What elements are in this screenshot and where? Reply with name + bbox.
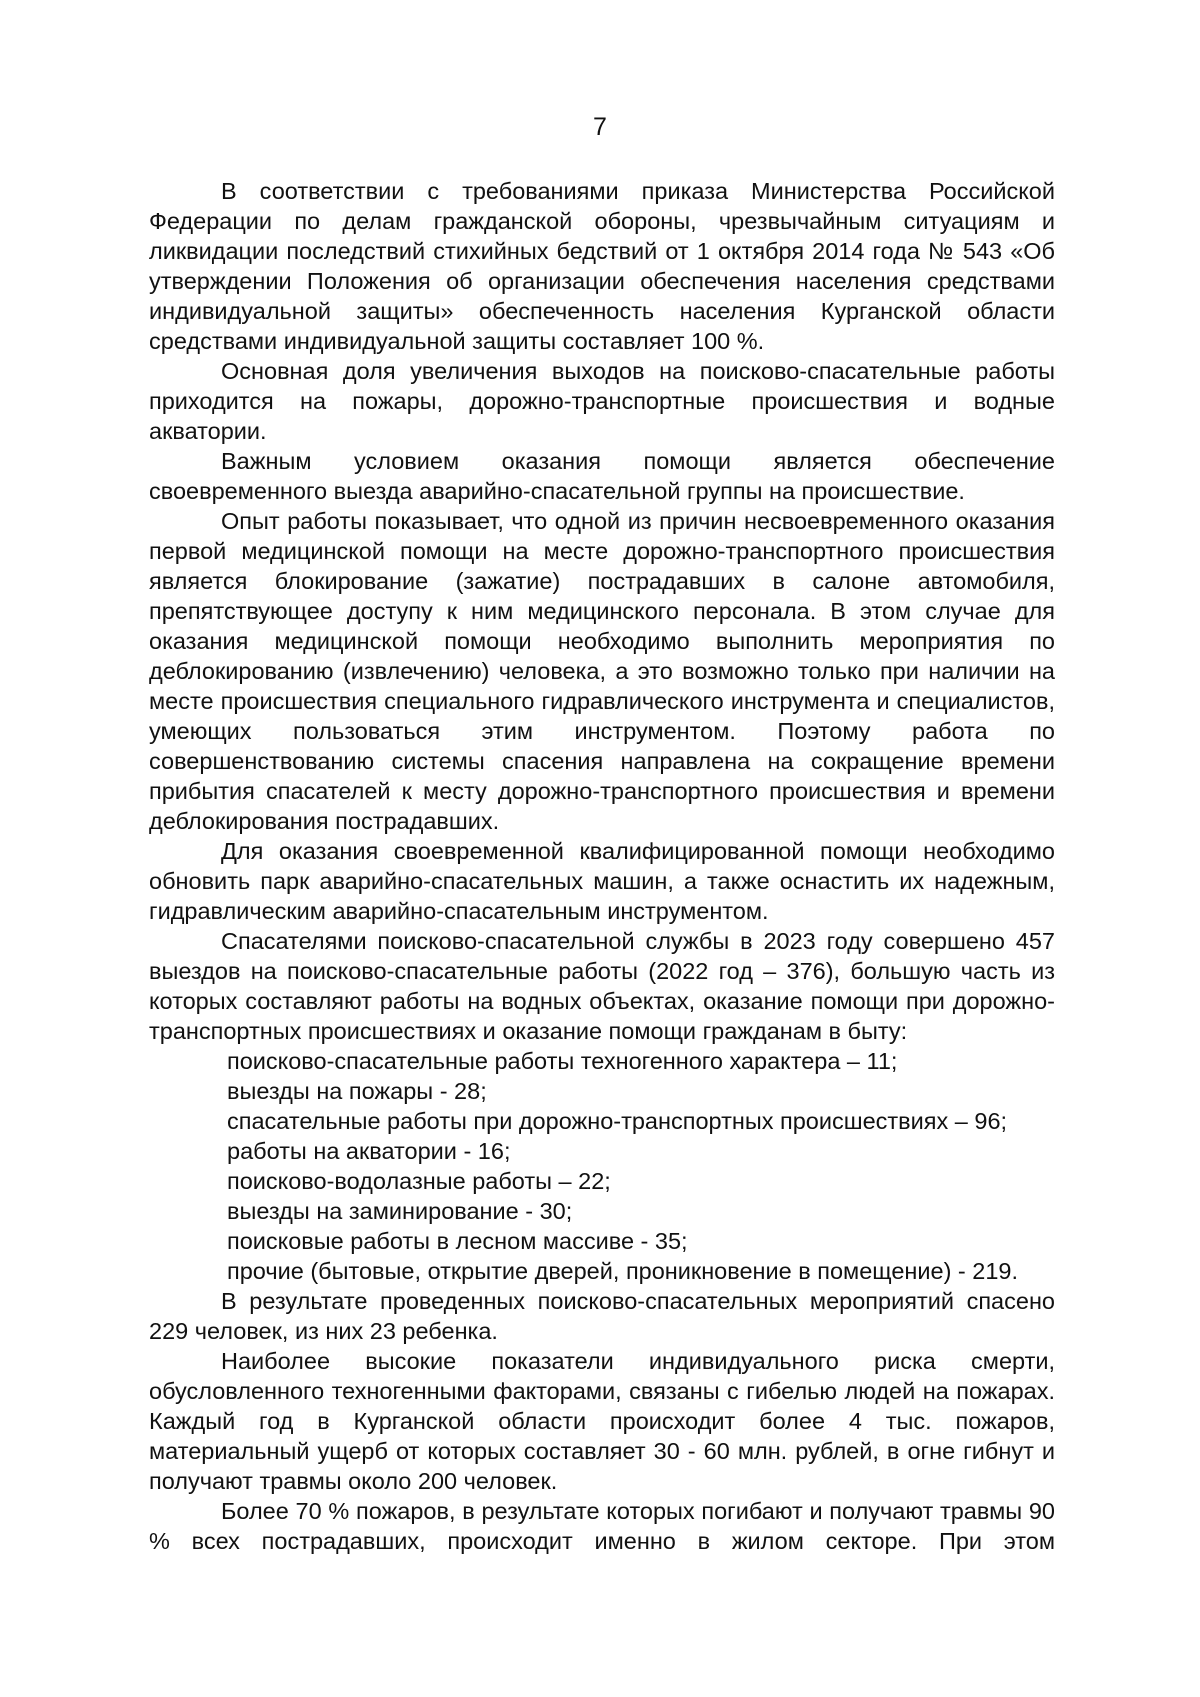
paragraph-timely-dispatch: Важным условием оказания помощи является обеспечение своевременного выезда аварийно-спасательной группы на происшествие. <box>149 448 1055 504</box>
paragraph-people-saved: В результате проведенных поисково-спасательных мероприятий спасено 229 человек, из них 23 ребенка. <box>149 1288 1055 1344</box>
paragraph-deblocking-experience: Опыт работы показывает, что одной из причин несвоевременного оказания первой медицинской помощи на месте дорожно-транспортного происшествия является блокирование (зажатие) пострадавших в салоне автомобиля, препятствующее доступу к ним медицинского персонала. В этом случае для оказания медицинской помощи необходимо выполнить мероприятия по деблокированию (извлечению) человека, а это возможно только при наличии на месте происшествия специального гидравлического инструмента и специалистов, умеющих пользоваться этим инструментом. Поэтому работа по совершенствованию системы спасения направлена на сокращение времени прибытия спасателей к месту дорожно-транспортного происшествия и времени деблокирования пострадавших. <box>149 508 1055 834</box>
list-item: поисково-спасательные работы техногенного характера – 11; <box>227 1048 898 1074</box>
list-item: работы на акватории - 16; <box>227 1138 511 1164</box>
list-item: поисковые работы в лесном массиве - 35; <box>227 1228 688 1254</box>
paragraph-fire-risk: Наиболее высокие показатели индивидуального риска смерти, обусловленного техногенными факторами, связаны с гибелью людей на пожарах. Каждый год в Курганской области происходит более 4 тыс. пожаров, материальный ущерб от которых составляет 30 - 60 млн. рублей, в огне гибнут и получают травмы около 200 человек. <box>149 1348 1055 1494</box>
list-item: поисково-водолазные работы – 22; <box>227 1168 611 1194</box>
paragraph-protection-provision: В соответствии с требованиями приказа Министерства Российской Федерации по делам гражданской обороны, чрезвычайным ситуациям и ликвидации последствий стихийных бедствий от 1 октября 2014 года № 543 «Об утверждении Положения об организации обеспечения населения средствами индивидуальной защиты» обеспеченность населения Курганской области средствами индивидуальной защиты составляет 100 %. <box>149 178 1055 354</box>
document-body <box>149 176 1055 1556</box>
list-item: выезды на пожары - 28; <box>227 1078 487 1104</box>
paragraph-rescue-statistics: Спасателями поисково-спасательной службы в 2023 году совершено 457 выездов на поисково-спасательные работы (2022 год – 376), большую часть из которых составляют работы на водных объектах, оказание помощи при дорожно-транспортных происшествиях и оказание помощи гражданам в быту: <box>149 928 1055 1044</box>
rescue-operations-list <box>149 1046 1055 1286</box>
list-item: спасательные работы при дорожно-транспортных происшествиях – 96; <box>227 1108 1008 1134</box>
page-number: 7 <box>593 113 607 141</box>
paragraph-equipment-update: Для оказания своевременной квалифицированной помощи необходимо обновить парк аварийно-спасательных машин, а также оснастить их надежным, гидравлическим аварийно-спасательным инструментом. <box>149 838 1055 924</box>
paragraph-rescue-increase: Основная доля увеличения выходов на поисково-спасательные работы приходится на пожары, дорожно-транспортные происшествия и водные акватории. <box>149 358 1055 444</box>
list-item: прочие (бытовые, открытие дверей, проникновение в помещение) - 219. <box>227 1258 1019 1284</box>
paragraph-residential-fires: Более 70 % пожаров, в результате которых погибают и получают травмы 90 % всех пострадавших, происходит именно в жилом секторе. При этом <box>149 1498 1055 1554</box>
list-item: выезды на заминирование - 30; <box>227 1198 573 1224</box>
